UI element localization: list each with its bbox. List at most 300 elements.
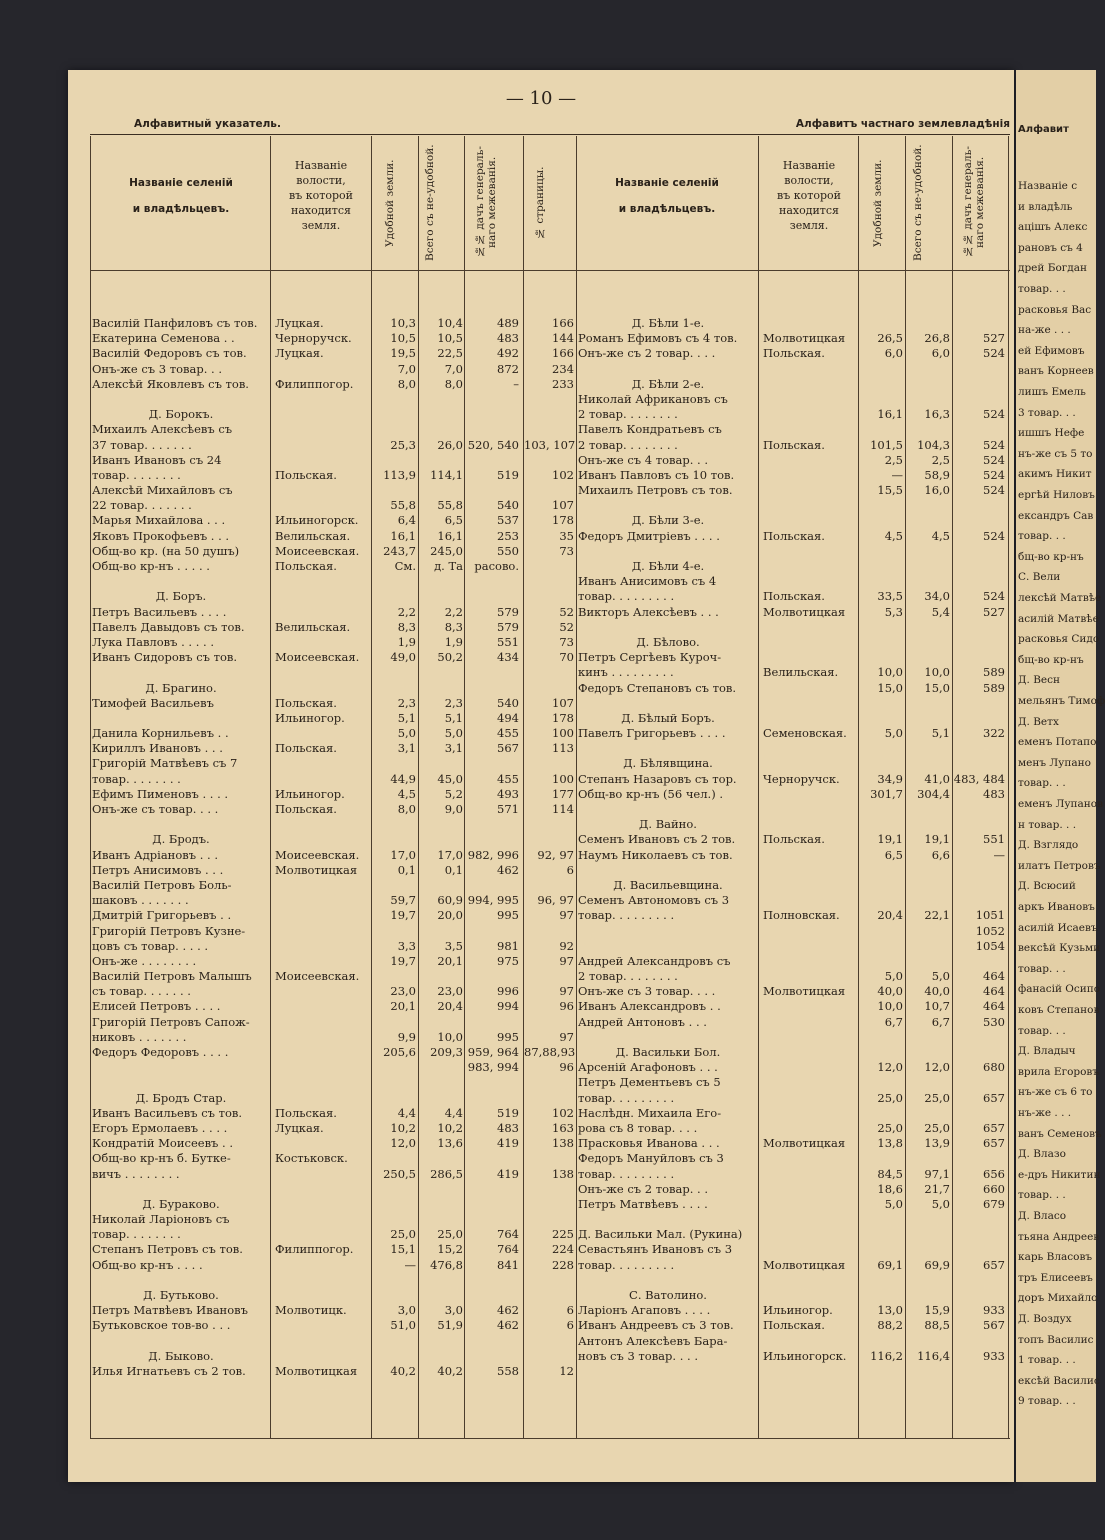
adjacent-page-fragment: товар. . . [1018,777,1066,790]
dacha-numbers: 994 [497,999,519,1014]
table-row [578,1334,1008,1349]
adjacent-page-fragment: н товар. . . [1018,818,1077,831]
page-numbers: 97 [559,1029,574,1044]
adjacent-page-fragment: акимъ Никит [1018,468,1092,481]
adjacent-page-fragment: карь Власовъ [1018,1251,1093,1264]
dacha-numbers: 455 [497,726,519,741]
header-name-line2: и владѣльцевъ. [132,203,230,215]
adjacent-page-fragment: ей Ефимовъ [1018,344,1085,357]
owner-name: Григорій Петровъ Кузне- [92,923,246,938]
total-land: 23,0 [437,984,463,999]
owner-name: Бутьковское тов-во . . . [92,1318,231,1333]
total-land: 20,1 [437,953,463,968]
header-name-line1: Названіе селеній [129,177,233,189]
owner-name: Севастьянъ Ивановъ съ 3 [578,1242,733,1257]
owner-name: Василій Панфиловъ съ тов. [92,316,258,330]
arable-land: 5,0 [884,969,903,984]
total-land: 7,0 [444,361,463,376]
page-numbers: 177 [552,786,574,801]
dacha-numbers: 434 [497,650,519,665]
total-land: 0,1 [444,862,463,877]
total-land: 5,0 [444,726,463,741]
page-numbers: 97 [559,984,574,999]
table-row [578,1197,1008,1212]
adjacent-page-fragment: топъ Василис [1018,1333,1094,1346]
owner-name: съ товар. . . . . . . [92,984,191,999]
owner-name: Общ-во кр-нъ (56 чел.) . [578,786,723,801]
table-row [92,1045,576,1060]
page-numbers: 97 [559,908,574,923]
total-land: 13,9 [924,1136,950,1151]
arable-land: 5,0 [884,1196,903,1211]
volost-name: Польская. [763,528,825,543]
owner-name: Николай Ларіоновъ съ [92,1212,230,1227]
table-row [92,1242,576,1257]
owner-name: Ларіонъ Агаповъ . . . . [578,1303,711,1318]
arable-land: — [891,467,903,482]
table-row [92,1030,576,1045]
total-land: 6,5 [444,513,463,528]
total-land: 15,0 [924,680,950,695]
dacha-numbers: 567 [497,741,519,756]
volost-name: Семеновская. [763,726,847,741]
page-number: — 10 — [505,88,577,109]
dacha-numbers: расово. [474,559,519,573]
adjacent-page-fragment: ергѣй Ниловъ [1018,489,1095,501]
table-row [92,787,576,802]
dacha-numbers: 933 [983,1303,1005,1318]
owner-name: Андрей Александровъ съ [578,953,731,968]
settlement-heading [578,878,1008,893]
total-land: 10,4 [437,316,463,330]
page-numbers: 225 [552,1227,574,1242]
volost-name: Филиппогор. [275,376,354,391]
total-land: 6,0 [931,346,950,361]
table-row [92,529,576,544]
arable-land: 25,3 [390,437,416,452]
page-numbers: 96 [559,999,574,1014]
table-row [578,529,1008,544]
arable-land: 34,9 [877,771,903,786]
settlement-name: Д. Бутьково. [143,1288,219,1302]
adjacent-page-fragment: ишшъ Нефе [1018,427,1085,440]
page-numbers: 35 [559,528,574,543]
dacha-numbers: 550 [497,543,519,558]
table-row [92,605,576,620]
page-numbers: 87,88,93 [524,1045,576,1059]
settlement-heading [92,1075,576,1090]
table-row [578,1075,1008,1090]
adjacent-page-fragment: бщ-во кр-нъ [1018,550,1084,563]
adjacent-page-fragment: ковъ Степанов [1018,1004,1100,1016]
table-row [578,1242,1008,1257]
volost-name: Филиппогор. [275,1242,354,1257]
adjacent-page-fragment: товар. . . [1018,1189,1066,1202]
total-land: 10,2 [437,1120,463,1135]
arable-land: 1,9 [397,634,416,649]
volost-name: Польская. [275,559,337,573]
arable-land: 69,1 [877,1257,903,1272]
owner-name: Елисей Петровъ . . . . [92,999,221,1014]
arable-land: 243,7 [383,543,416,558]
settlement-name: Д. Борокъ. [148,407,214,422]
settlement-heading [92,665,576,680]
table-row [578,939,1008,954]
owner-name: Иванъ Ивановъ съ 24 [92,452,222,467]
arable-land: 10,2 [390,1120,416,1135]
table-row [92,316,576,331]
dacha-numbers: 995 [497,1029,519,1044]
settlement-heading [92,574,576,589]
adjacent-page-fragment: аркъ Ивановъ [1018,901,1095,913]
settlement-heading [578,863,1008,878]
table-row [92,878,576,893]
arable-land: 8,0 [397,376,416,391]
settlement-heading [578,1273,1008,1288]
dacha-numbers: 419 [497,1136,519,1151]
owner-name: Андрей Антоновъ . . . [578,1014,707,1029]
total-land: 2,2 [444,604,463,619]
settlement-name: Д. Быково. [148,1348,214,1363]
owner-name: Лука Павловъ . . . . . [92,634,214,649]
dacha-numbers: 540 [497,695,519,710]
total-land: 6,7 [931,1014,950,1029]
dacha-numbers: 524 [983,467,1005,482]
table-row [578,924,1008,939]
table-row [92,696,576,711]
table-row [92,999,576,1014]
dacha-numbers: 589 [983,680,1005,695]
total-land: 8,3 [444,619,463,634]
arable-land: 12,0 [877,1060,903,1075]
page-numbers: 224 [552,1242,574,1257]
dacha-numbers: 537 [497,513,519,528]
volost-name: Польская. [275,467,337,482]
table-row [578,392,1008,407]
page-numbers: 92, 97 [537,847,574,862]
owner-name: Петръ Матвѣевъ Ивановъ [92,1303,248,1318]
total-land: 26,0 [437,437,463,452]
table-row [578,954,1008,969]
arable-land: 59,7 [390,893,416,908]
owner-name: товар. . . . . . . . [92,467,181,482]
table-row [578,331,1008,346]
total-land: 104,3 [917,437,950,452]
page-numbers: 138 [552,1166,574,1181]
owner-name: Павелъ Давыдовъ съ тов. [92,619,245,634]
page-numbers: 52 [559,604,574,619]
arable-land: 25,0 [390,1227,416,1242]
dacha-numbers: 462 [497,862,519,877]
owner-name: Викторъ Алексѣевъ . . . [578,604,719,619]
table-row [578,1060,1008,1075]
table-row [92,483,576,498]
total-land: 5,4 [931,604,950,619]
dacha-numbers: 981 [497,938,519,953]
page-numbers: 100 [552,771,574,786]
volost-name: Польская. [275,802,337,816]
page-numbers: 166 [552,346,574,361]
owner-name: Иванъ Адріановъ . . . [92,847,218,862]
arable-land: 55,8 [390,498,416,513]
total-land: 25,0 [437,1227,463,1242]
volost-name: Ильиногор. [275,710,345,725]
total-land: 15,9 [924,1303,950,1318]
table-row [92,498,576,513]
adjacent-page-fragment: нъ-же съ 6 то [1018,1086,1093,1099]
page-numbers: 6 [566,862,574,877]
settlement-heading [578,1045,1008,1060]
page-numbers: 12 [559,1363,574,1378]
arable-land: 7,0 [397,361,416,376]
owner-name: Илья Игнатьевъ съ 2 тов. [92,1363,246,1378]
adjacent-page-fragment: илатъ Петровъ [1018,859,1101,872]
owner-name: Онъ-же . . . . . . . . [92,953,197,968]
arable-land: 6,4 [397,513,416,528]
table-row [578,999,1008,1014]
table-row [92,1015,576,1030]
page-numbers: 178 [552,710,574,725]
table-row [92,756,576,771]
owner-name: Николай Африкановъ съ [578,391,728,406]
running-header-left: Алфавитный указатель. [134,118,281,130]
dacha-numbers: 764 [497,1242,519,1257]
total-land: 55,8 [437,498,463,513]
settlement-name: Д. Бураково. [142,1196,220,1211]
arable-land: 13,0 [877,1303,903,1318]
owner-name: Екатерина Семенова . . [92,331,235,346]
dacha-numbers: 589 [983,665,1005,680]
owner-name: 37 товар. . . . . . . [92,437,192,452]
settlement-name: Д. Бѣли 3-е. [631,513,705,528]
owner-name: Михаилъ Петровъ съ тов. [578,483,733,498]
settlement-name: Д. Бѣлово. [636,634,700,649]
dacha-numbers: 680 [983,1060,1005,1075]
table-row [578,483,1008,498]
page-numbers: 138 [552,1136,574,1151]
total-land: 9,0 [444,802,463,816]
total-land: 16,0 [924,483,950,498]
adjacent-page-fragment: Д. Влазо [1018,1148,1066,1161]
settlement-heading [92,817,576,832]
total-land: 45,0 [437,771,463,786]
table-row [92,1227,576,1242]
owner-name: Федоръ Федоровъ . . . . [92,1045,229,1059]
arable-land: 5,3 [884,604,903,619]
table-row [578,346,1008,361]
adjacent-page-fragment: С. Вели [1018,571,1061,584]
owner-name: Онъ-же съ 2 товар. . . . [578,346,716,361]
total-land: 12,0 [924,1060,950,1075]
total-land: 286,5 [430,1166,463,1181]
arable-land: 2,3 [397,695,416,710]
adjacent-page-fragment: Д. Воздух [1018,1313,1072,1325]
owner-name: Семенъ Ивановъ съ 2 тов. [578,832,736,847]
owner-name: 2 товар. . . . . . . . [578,437,678,452]
dacha-numbers: 996 [497,984,519,999]
table-row [92,1212,576,1227]
table-row [578,605,1008,620]
arable-land: 3,1 [397,741,416,756]
settlement-name: Д. Бродъ. [152,832,210,847]
page-numbers: 6 [566,1318,574,1333]
arable-land: 10,0 [877,999,903,1014]
page-numbers: 233 [552,376,574,391]
total-land: 40,0 [924,984,950,999]
adjacent-page-fragment: 1 товар. . . [1018,1354,1076,1367]
total-land: 97,1 [924,1166,950,1181]
owner-name: Федоръ Степановъ съ тов. [578,680,737,695]
volost-name: Молвотицкая [763,1257,846,1272]
header-dachas-left: №№ дачъ генераль-наго межеванія. [474,146,498,258]
total-land: 4,4 [444,1105,463,1120]
table-row [92,924,576,939]
adjacent-page-fragment: фанасій Осипо [1018,983,1101,996]
page-numbers: 163 [552,1120,574,1135]
arable-land: 18,6 [877,1181,903,1196]
page-numbers: 100 [552,726,574,741]
total-land: 10,7 [924,999,950,1014]
arable-land: 13,8 [877,1136,903,1151]
table-row [578,1182,1008,1197]
column-rule [576,136,577,1438]
total-land: 209,3 [430,1045,463,1059]
adjacent-page-fragment: е-дръ Никитин [1018,1168,1101,1181]
owner-name: кинъ . . . . . . . . . [578,665,674,680]
adjacent-page-fragment: Д. Владыч [1018,1045,1076,1058]
dacha-numbers: 656 [983,1166,1005,1181]
settlement-heading [92,1349,576,1364]
arable-land: 5,0 [397,726,416,741]
settlement-heading [578,756,1008,771]
total-land: 22,5 [437,346,463,361]
column-rule [90,136,91,1438]
table-row [92,1318,576,1333]
page-numbers: 73 [559,634,574,649]
table-row [578,422,1008,437]
arable-land: 4,5 [397,786,416,801]
dacha-numbers: 527 [983,331,1005,346]
arable-land: 40,0 [877,984,903,999]
adjacent-page-fragment: доръ Михайло [1018,1292,1098,1305]
settlement-heading [578,544,1008,559]
total-land: 88,5 [924,1318,950,1333]
owner-name: Степанъ Петровъ съ тов. [92,1242,243,1257]
arable-land: 9,9 [397,1029,416,1044]
settlement-heading [578,1212,1008,1227]
settlement-heading [578,362,1008,377]
header-rule [90,134,1010,135]
owner-name: Василій Петровъ Малышъ [92,969,252,984]
table-row [92,513,576,528]
header-volost-line: Названіе [294,159,348,172]
adjacent-page-edge [1016,70,1105,1482]
adjacent-page-fragment: ванъ Корнеев [1018,365,1094,378]
arable-land: 3,0 [397,1303,416,1318]
owner-name: товар. . . . . . . . . [578,589,675,604]
owner-name: Данила Корнильевъ . . [92,726,229,741]
adjacent-page-fragment: асилій Исаевъ [1018,921,1098,934]
arable-land: 2,2 [397,604,416,619]
settlement-heading [92,392,576,407]
page-numbers: 52 [559,619,574,634]
settlement-heading [92,1182,576,1197]
settlement-name: Д. Брагино. [145,680,217,695]
arable-land: 2,5 [884,452,903,467]
volost-name: Польская. [763,346,825,361]
page-numbers: 114 [552,802,574,816]
total-land: 58,9 [924,467,950,482]
arable-land: 25,0 [877,1090,903,1105]
table-row [578,893,1008,908]
adjacent-page-header: Алфавит [1018,124,1069,135]
arable-land: 0,1 [397,862,416,877]
table-row [578,832,1008,847]
settlement-heading [578,559,1008,574]
table-row [578,438,1008,453]
total-land: 21,7 [924,1181,950,1196]
arable-land: 19,5 [390,346,416,361]
dacha-numbers: 1054 [975,938,1005,953]
arable-land: 40,2 [390,1363,416,1378]
owner-name: новъ съ 3 товар. . . . [578,1348,698,1363]
arable-land: — [404,1257,416,1272]
arable-land: 12,0 [390,1136,416,1151]
total-land: 5,1 [444,710,463,725]
total-land: 10,5 [437,331,463,346]
volost-name: Польская. [275,695,337,710]
owner-name: товар. . . . . . . . . [578,1166,675,1181]
table-row [578,848,1008,863]
dacha-numbers: 660 [983,1181,1005,1196]
dacha-numbers: 462 [497,1303,519,1318]
owner-name: Григорій Матвѣевъ съ 7 [92,756,238,771]
adjacent-page-fragment: лексѣй Матвѣе [1018,592,1102,604]
total-land: 16,3 [924,407,950,422]
volost-name: Польская. [275,741,337,756]
table-row [92,422,576,437]
table-row [92,1106,576,1121]
settlement-heading [578,1030,1008,1045]
arable-land: 5,0 [884,726,903,741]
dacha-numbers: 464 [983,999,1005,1014]
arable-land: 8,0 [397,802,416,816]
settlement-heading [92,1334,576,1349]
dacha-numbers: 493 [497,786,519,801]
page-numbers: 228 [552,1257,574,1272]
owner-name: Григорій Петровъ Сапож- [92,1014,250,1029]
total-land: 5,0 [931,1196,950,1211]
dacha-numbers: 982, 996 [467,847,519,862]
owner-name: Иванъ Павловъ съ 10 тов. [578,467,735,482]
total-land: 20,4 [437,999,463,1014]
owner-name: Общ-во кр-нъ б. Бутке- [92,1151,231,1166]
owner-name: товар. . . . . . . . . [578,1090,675,1105]
total-land: 13,6 [437,1136,463,1151]
table-row [92,362,576,377]
total-land: 245,0 [430,543,463,558]
volost-name: Польская. [763,437,825,452]
volost-name: Луцкая. [275,1120,324,1135]
adjacent-page-fragment: тьяна Андреев [1018,1230,1100,1243]
owner-name: Петръ Дементьевъ съ 5 [578,1075,721,1090]
header-volost-line: въ которой [289,189,353,202]
owner-name: Онъ-же съ товар. . . . [92,802,219,816]
table-row [578,574,1008,589]
owner-name: Петръ Сергѣевъ Куроч- [578,650,722,665]
owner-name: Романъ Ефимовъ съ 4 тов. [578,331,738,346]
dacha-numbers: 464 [983,984,1005,999]
